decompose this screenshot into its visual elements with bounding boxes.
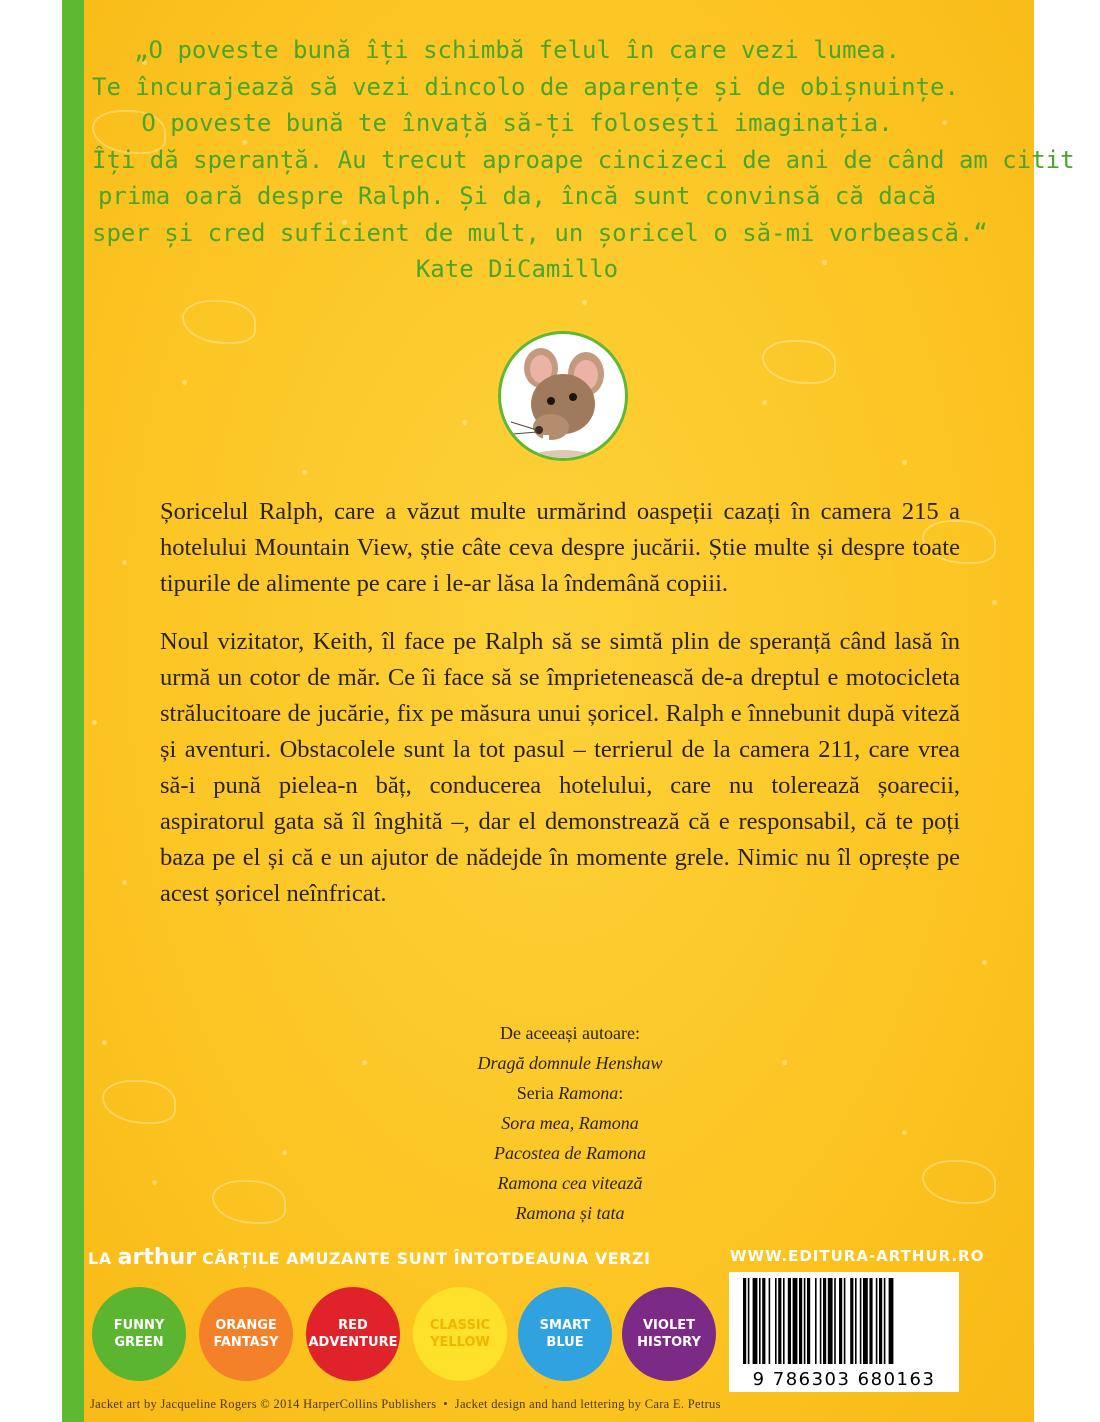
other-books-list: [410, 1018, 730, 1228]
book-title: Ramona și tata: [515, 1203, 625, 1223]
badge-classic-yellow: CLASSIC YELLOW: [413, 1287, 507, 1381]
quote-author: Kate DiCamillo: [415, 255, 619, 283]
motorcycle-sketch-decoration: [182, 300, 256, 344]
quote-line: „O poveste bună îți schimbă felul în care vezi lumea.: [134, 36, 900, 64]
motorcycle-sketch-decoration: [212, 1180, 286, 1224]
jacket-credits: Jacket art by Jacqueline Rogers © 2014 HarperCollins Publishers • Jacket design and hand lettering by Cara E. Petrus: [90, 1397, 721, 1411]
quote-line: sper și cred suficient de mult, un șoricel o să-mi vorbească.“: [92, 218, 988, 247]
mouse-portrait-icon: [498, 331, 628, 461]
badge-red-adventure: RED ADVENTURE: [306, 1287, 400, 1381]
book-title: Ramona cea vitează: [497, 1173, 643, 1193]
quote-line: Te încurajează să vezi dincolo de aparențe și de obișnuințe.: [92, 72, 959, 101]
book-title: Sora mea, Ramona: [501, 1113, 639, 1133]
quote-line: prima oară despre Ralph. Și da, încă sunt convinsă că dacă: [97, 182, 937, 210]
green-spine-strip: [62, 0, 84, 1422]
badge-smart-blue: SMART BLUE: [518, 1287, 612, 1381]
series-name: Ramona: [558, 1083, 619, 1103]
motorcycle-sketch-decoration: [922, 1160, 996, 1204]
synopsis: [160, 494, 960, 934]
quote-line: O poveste bună te învață să-ți folosești imaginația.: [141, 109, 893, 137]
publisher-logo: arthur: [117, 1245, 197, 1270]
badge-funny-green: FUNNY GREEN: [92, 1287, 186, 1381]
other-books-heading: De aceeași autoare:: [500, 1023, 640, 1043]
author-quote: [92, 32, 1075, 288]
synopsis-paragraph: Noul vizitator, Keith, îl face pe Ralph să se simtă plin de speranță când lasă în urmă un cotor de măr. Ce îi face să se împrietenească de-a dreptul e motocicleta strălucitoare de jucărie, fix pe măsura unui șoricel. Ralph e înnebunit după viteză și aventuri. Obstacolele sunt la tot pasul – terrierul de la camera 211, care vrea să-i pună pielea-n băț, conducerea hotelului, care nu tolerează șoarecii, aspiratorul gata să îl înghită –, dar el demonstrează că e responsabil, că te poți baza pe el și că e un ajutor de nădejde în momente grele. Nimic nu îl oprește pe acest șoricel neînfricat.: [160, 628, 960, 907]
motorcycle-sketch-decoration: [762, 340, 836, 384]
motorcycle-sketch-decoration: [102, 1080, 176, 1124]
isbn-number: 9 786303 680163: [752, 1369, 936, 1390]
barcode-icon: [729, 1272, 959, 1392]
quote-line: Îți dă speranță. Au trecut aproape cincizeci de ani de când am citit: [92, 145, 1075, 174]
badge-orange-fantasy: ORANGE FANTASY: [199, 1287, 293, 1381]
synopsis-paragraph: Șoricelul Ralph, care a văzut multe urmărind oaspeții cazați în camera 215 a hotelului Mountain View, știe câte ceva despre jucării. Știe multe și despre toate tipurile de alimente pe care i le-ar lăsa la îndemână copiii.: [160, 498, 960, 597]
book-title: Dragă domnule Henshaw: [477, 1053, 663, 1073]
series-heading: Seria Ramona:: [516, 1083, 624, 1103]
publisher-slogan: LA arthur CĂRȚILE AMUZANTE SUNT ÎNTOTDEAUNA VERZI: [88, 1245, 651, 1270]
badge-violet-history: VIOLET HISTORY: [622, 1287, 716, 1381]
publisher-website: WWW.EDITURA-ARTHUR.RO: [730, 1247, 985, 1265]
book-title: Pacostea de Ramona: [494, 1143, 646, 1163]
